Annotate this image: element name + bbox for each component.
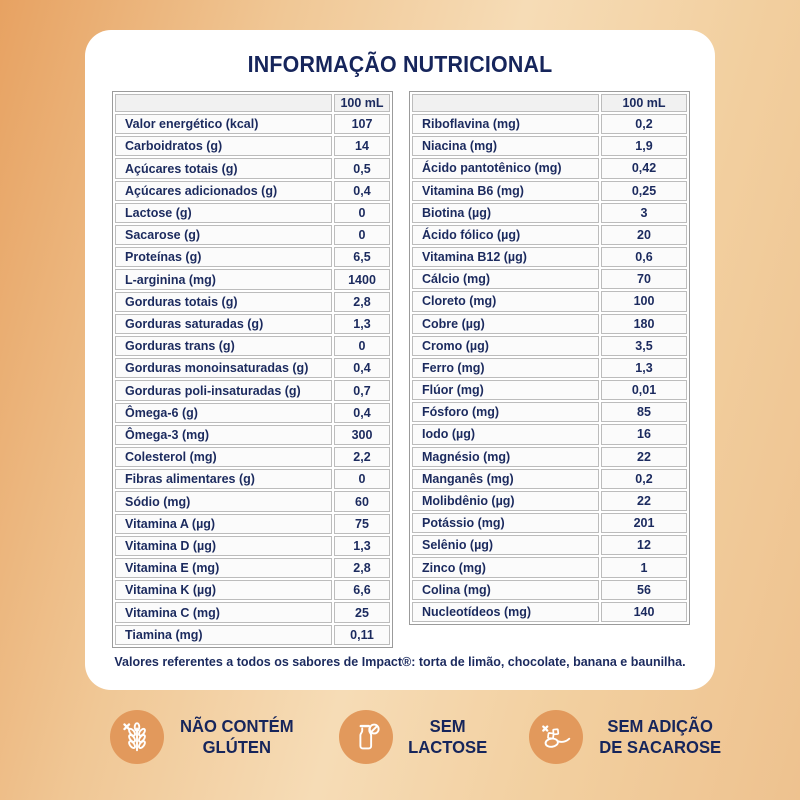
page-title: INFORMAÇÃO NUTRICIONAL xyxy=(247,51,553,77)
milk-bottle-crossed-icon xyxy=(339,710,393,764)
table-row xyxy=(115,292,390,312)
table-row xyxy=(412,580,687,600)
nutrient-value: 6,5 xyxy=(334,247,390,267)
nutrient-value: 1,9 xyxy=(601,136,687,156)
nutrient-label: Molibdênio (µg) xyxy=(412,491,599,511)
nutrition-card xyxy=(85,30,715,690)
nutrient-value: 0,5 xyxy=(334,158,390,178)
nutrient-value: 201 xyxy=(601,513,687,533)
table-row xyxy=(412,158,687,178)
nutrient-label: Fósforo (mg) xyxy=(412,402,599,422)
nutrient-label: Gorduras trans (g) xyxy=(115,336,332,356)
nutrient-label: Selênio (µg) xyxy=(412,535,599,555)
badge-gluten-free xyxy=(110,709,297,765)
header-empty-cell xyxy=(115,94,332,112)
table-row xyxy=(412,602,687,622)
table-row xyxy=(115,358,390,378)
nutrient-label: Manganês (mg) xyxy=(412,469,599,489)
table-row xyxy=(412,402,687,422)
nutrient-value: 0,11 xyxy=(334,625,390,645)
nutrient-value: 0,4 xyxy=(334,403,390,423)
table-row xyxy=(412,114,687,134)
table-row xyxy=(412,447,687,467)
nutrient-value: 0,01 xyxy=(601,380,687,400)
table-row xyxy=(412,181,687,201)
nutrient-value: 22 xyxy=(601,447,687,467)
table-header-row xyxy=(412,94,687,112)
nutrient-value: 1400 xyxy=(334,269,390,289)
nutrient-label: Sódio (mg) xyxy=(115,491,332,511)
table-row xyxy=(115,536,390,556)
nutrient-label: Riboflavina (mg) xyxy=(412,114,599,134)
table-row xyxy=(115,602,390,622)
badge-label-line1: SEM ADIÇÃO xyxy=(607,716,713,737)
nutrient-label: Vitamina K (µg) xyxy=(115,580,332,600)
badge-label-line1: NÃO CONTÉM xyxy=(179,716,294,737)
table-row xyxy=(412,358,687,378)
nutrient-label: Ômega-6 (g) xyxy=(115,403,332,423)
table-row xyxy=(412,136,687,156)
nutrient-value: 0,6 xyxy=(601,247,687,267)
table-row xyxy=(115,403,390,423)
table-row xyxy=(115,158,390,178)
badge-label-line2: LACTOSE xyxy=(408,737,488,757)
nutrient-value: 1,3 xyxy=(334,536,390,556)
nutrient-value: 1,3 xyxy=(334,314,390,334)
nutrient-value: 0,2 xyxy=(601,114,687,134)
table-row xyxy=(115,380,390,400)
nutrient-value: 0 xyxy=(334,469,390,489)
table-row xyxy=(115,469,390,489)
nutrient-label: Tiamina (mg) xyxy=(115,625,332,645)
table-row xyxy=(115,181,390,201)
table-row xyxy=(412,424,687,444)
nutrient-label: Açúcares totais (g) xyxy=(115,158,332,178)
nutrient-value: 0 xyxy=(334,225,390,245)
nutrient-value: 300 xyxy=(334,425,390,445)
nutrient-value: 3 xyxy=(601,203,687,223)
nutrient-label: Ácido fólico (µg) xyxy=(412,225,599,245)
nutrient-label: Vitamina E (mg) xyxy=(115,558,332,578)
nutrient-label: Zinco (mg) xyxy=(412,557,599,577)
sugar-spoon-crossed-icon xyxy=(529,710,583,764)
nutrient-label: Cloreto (mg) xyxy=(412,291,599,311)
table-row xyxy=(412,336,687,356)
table-row xyxy=(412,469,687,489)
nutrient-label: L-arginina (mg) xyxy=(115,269,332,289)
nutrient-value: 14 xyxy=(334,136,390,156)
badge-no-added-sucrose xyxy=(529,709,724,765)
header-unit-cell: 100 mL xyxy=(601,94,687,112)
table-row xyxy=(115,336,390,356)
table-row xyxy=(115,247,390,267)
table-row xyxy=(115,114,390,134)
nutrition-table-right xyxy=(409,91,690,625)
nutrient-value: 56 xyxy=(601,580,687,600)
nutrient-label: Colesterol (mg) xyxy=(115,447,332,467)
nutrient-value: 180 xyxy=(601,314,687,334)
nutrient-label: Colina (mg) xyxy=(412,580,599,600)
nutrient-value: 70 xyxy=(601,269,687,289)
nutrient-value: 107 xyxy=(334,114,390,134)
table-row xyxy=(115,491,390,511)
badge-label xyxy=(408,716,487,757)
nutrient-label: Fibras alimentares (g) xyxy=(115,469,332,489)
table-row xyxy=(412,291,687,311)
nutrient-label: Carboidratos (g) xyxy=(115,136,332,156)
nutrient-label: Magnésio (mg) xyxy=(412,447,599,467)
nutrient-value: 100 xyxy=(601,291,687,311)
nutrient-value: 0,25 xyxy=(601,181,687,201)
nutrient-value: 0,7 xyxy=(334,380,390,400)
nutrient-value: 3,5 xyxy=(601,336,687,356)
table-row xyxy=(115,625,390,645)
nutrient-label: Nucleotídeos (mg) xyxy=(412,602,599,622)
nutrient-value: 20 xyxy=(601,225,687,245)
nutrient-value: 0,2 xyxy=(601,469,687,489)
badge-label-line1: SEM xyxy=(429,716,466,737)
nutrient-value: 25 xyxy=(334,602,390,622)
nutrient-label: Cobre (µg) xyxy=(412,314,599,334)
nutrient-label: Vitamina C (mg) xyxy=(115,602,332,622)
wheat-crossed-icon xyxy=(110,710,164,764)
table-row xyxy=(412,247,687,267)
table-row xyxy=(115,136,390,156)
nutrient-label: Gorduras saturadas (g) xyxy=(115,314,332,334)
nutrient-value: 12 xyxy=(601,535,687,555)
nutrient-label: Lactose (g) xyxy=(115,203,332,223)
nutrient-label: Proteínas (g) xyxy=(115,247,332,267)
nutrient-value: 22 xyxy=(601,491,687,511)
nutrient-label: Ácido pantotênico (mg) xyxy=(412,158,599,178)
table-left-body xyxy=(115,114,390,645)
table-row xyxy=(412,314,687,334)
nutrient-value: 2,8 xyxy=(334,558,390,578)
nutrient-label: Vitamina B12 (µg) xyxy=(412,247,599,267)
nutrient-label: Vitamina D (µg) xyxy=(115,536,332,556)
table-row xyxy=(412,380,687,400)
table-row xyxy=(412,557,687,577)
nutrient-label: Flúor (mg) xyxy=(412,380,599,400)
table-row xyxy=(412,491,687,511)
nutrient-value: 0,42 xyxy=(601,158,687,178)
table-row xyxy=(115,314,390,334)
nutrient-label: Potássio (mg) xyxy=(412,513,599,533)
nutrient-value: 60 xyxy=(334,491,390,511)
nutrient-label: Cromo (µg) xyxy=(412,336,599,356)
nutrient-value: 85 xyxy=(601,402,687,422)
nutrient-label: Iodo (µg) xyxy=(412,424,599,444)
table-row xyxy=(412,269,687,289)
nutrient-label: Gorduras poli-insaturadas (g) xyxy=(115,380,332,400)
nutrient-label: Biotina (µg) xyxy=(412,203,599,223)
nutrient-label: Vitamina A (µg) xyxy=(115,514,332,534)
table-row xyxy=(115,447,390,467)
nutrient-value: 16 xyxy=(601,424,687,444)
nutrient-label: Gorduras totais (g) xyxy=(115,292,332,312)
table-row xyxy=(115,225,390,245)
nutrient-value: 2,2 xyxy=(334,447,390,467)
table-row xyxy=(115,558,390,578)
nutrient-label: Ômega-3 (mg) xyxy=(115,425,332,445)
tables-container xyxy=(85,78,715,648)
nutrient-value: 0,4 xyxy=(334,181,390,201)
table-row xyxy=(412,225,687,245)
nutrient-value: 2,8 xyxy=(334,292,390,312)
nutrient-value: 0 xyxy=(334,203,390,223)
table-row xyxy=(115,203,390,223)
nutrient-value: 0,4 xyxy=(334,358,390,378)
table-row xyxy=(115,269,390,289)
nutrient-label: Ferro (mg) xyxy=(412,358,599,378)
table-row xyxy=(412,203,687,223)
table-row xyxy=(115,514,390,534)
header-empty-cell xyxy=(412,94,599,112)
table-right-body xyxy=(412,114,687,622)
nutrient-label: Niacina (mg) xyxy=(412,136,599,156)
nutrient-value: 1,3 xyxy=(601,358,687,378)
header-unit-cell: 100 mL xyxy=(334,94,390,112)
badge-lactose-free xyxy=(339,709,489,765)
nutrient-label: Vitamina B6 (mg) xyxy=(412,181,599,201)
table-header-row xyxy=(115,94,390,112)
nutrient-value: 6,6 xyxy=(334,580,390,600)
nutrition-table-left xyxy=(112,91,393,648)
nutrient-value: 140 xyxy=(601,602,687,622)
table-row xyxy=(412,513,687,533)
nutrient-label: Valor energético (kcal) xyxy=(115,114,332,134)
nutrient-label: Sacarose (g) xyxy=(115,225,332,245)
nutrient-value: 0 xyxy=(334,336,390,356)
badge-label xyxy=(599,716,721,757)
nutrient-value: 1 xyxy=(601,557,687,577)
badge-label-line2: GLÚTEN xyxy=(202,737,271,757)
nutrient-label: Gorduras monoinsaturadas (g) xyxy=(115,358,332,378)
table-row xyxy=(115,425,390,445)
table-row xyxy=(412,535,687,555)
table-row xyxy=(115,580,390,600)
flavors-footnote: Valores referentes a todos os sabores de Impact®: torta de limão, chocolate, banana e baunilha. xyxy=(114,655,686,669)
nutrient-label: Açúcares adicionados (g) xyxy=(115,181,332,201)
badge-label-line2: DE SACAROSE xyxy=(599,737,722,757)
badge-label xyxy=(180,716,294,757)
nutrient-label: Cálcio (mg) xyxy=(412,269,599,289)
nutrient-value: 75 xyxy=(334,514,390,534)
